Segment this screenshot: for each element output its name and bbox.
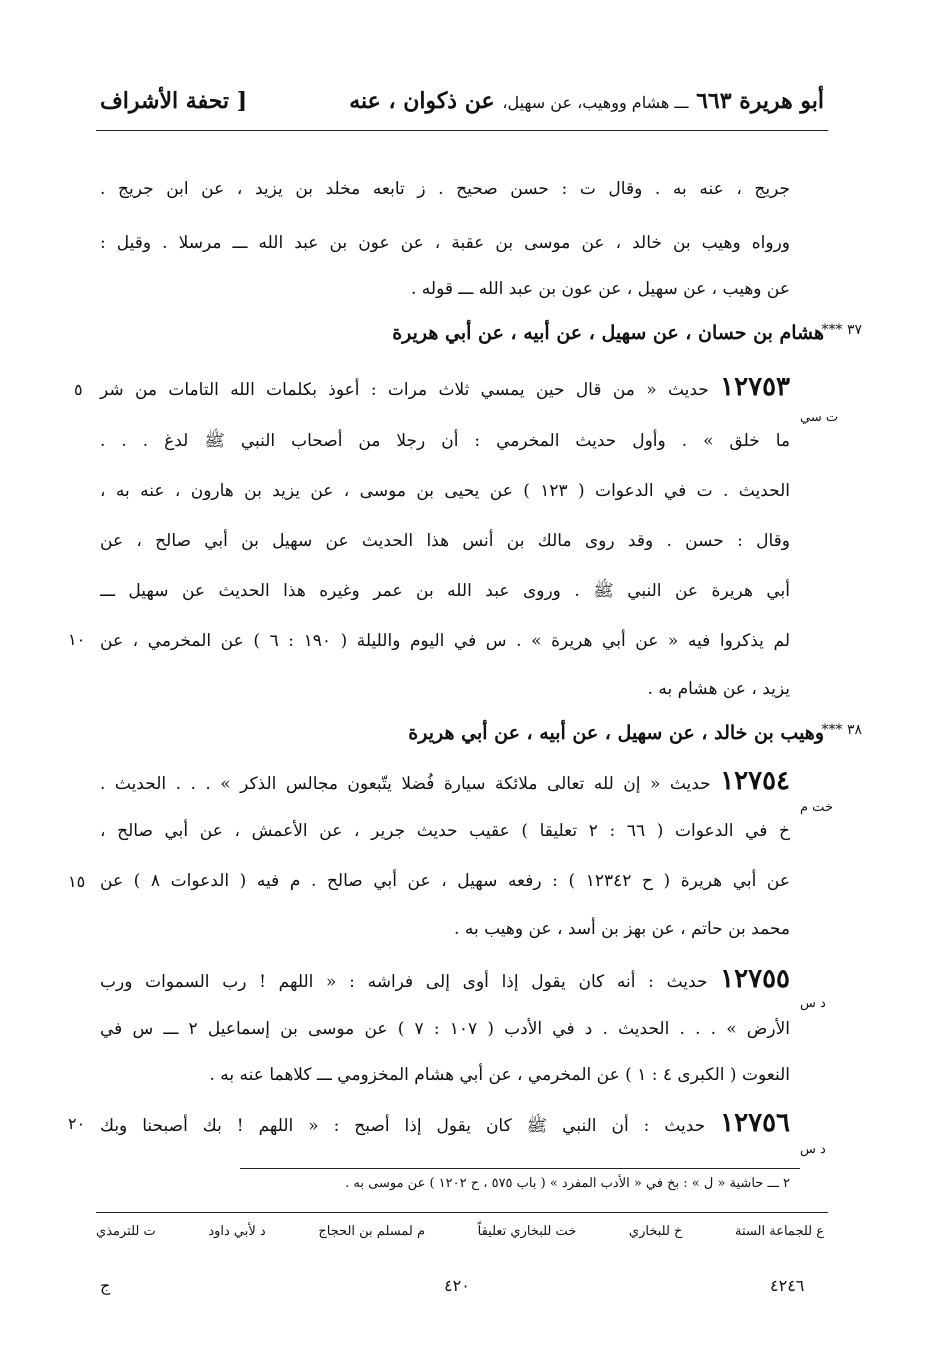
footnote: ٢ ـــ حاشية « ل » : بخ في « الأدب المفرد » ( باب ٥٧٥ ، ح ١٢٠٢ ) عن موسى به . (345, 1176, 790, 1191)
margin-line-number: ١٠ (68, 630, 86, 649)
margin-line-number: ١٥ (68, 872, 86, 891)
legend-item: م لمسلم بن الحجاج (318, 1224, 426, 1239)
legend-item: ت للترمذي (96, 1224, 156, 1239)
text-line: النعوت ( الكبرى ٤ : ١ ) عن المخرمي ، عن أبي هشام المخزومي ـــ كلاهما عنه به . (209, 1065, 790, 1085)
text-line: الحديث . ت في الدعوات ( ١٢٣ ) عن يحيى بن موسى ، عن يزيد بن هارون ، عنه به ، (100, 481, 790, 501)
text-line: يزيد ، عن هشام به . (647, 679, 790, 699)
legend-item: د لأبي داود (208, 1224, 266, 1239)
hadith-line (100, 764, 790, 798)
text-line: عن أبي هريرة ( ح ١٢٣٤٢ ) : رفعه سهيل ، عن أبي صالح . م فيه ( الدعوات ٨ ) عن (100, 871, 790, 891)
text-line: جريج ، عنه به . وقال ت : حسن صحيح . ز تابعه مخلد بن يزيد ، عن ابن جريج . (100, 179, 790, 199)
footnote-rule (240, 1168, 800, 1169)
serial-number: ٤٢٤٦ (770, 1276, 805, 1295)
hadith-number: ١٢٧٥٦ (720, 1108, 790, 1138)
section-number: ٣٧ *** (821, 322, 862, 338)
hadith-text: حديث : أنه كان يقول إذا أوى إلى فراشه : « اللهم ! رب السموات ورب (100, 972, 708, 992)
text-line: وقال : حسن . وقد روى مالك بن أنس هذا الحديث عن سهيل بن أبي صالح ، عن (100, 531, 790, 551)
text-line: لم يذكروا فيه « عن أبي هريرة » . س في اليوم والليلة ( ١٩٠ : ٦ ) عن المخرمي ، عن (100, 631, 790, 651)
text-line: محمد بن حاتم ، عن بهز بن أسد ، عن وهيب به . (454, 919, 790, 939)
sigla-label: ت سي (800, 410, 839, 425)
sigla-label: د س (800, 996, 826, 1011)
section-number: ٣٨ *** (821, 722, 862, 738)
header-title (349, 88, 824, 114)
header-rule (96, 130, 828, 131)
text-line: ما خلق » . وأول حديث المخرمي : أن رجلا من أصحاب النبي ﷺ لدغ . . . (100, 431, 790, 451)
hadith-text: حديث « إن لله تعالى ملائكة سيارة فُضلا يتّبعون مجالس الذكر » . . . الحديث . (100, 774, 711, 794)
sigla-label: خت م (800, 800, 833, 815)
hadith-text: حديث : أن النبي ﷺ كان يقول إذا أصبح : « اللهم ! بك أصبحنا وبك (100, 1116, 706, 1136)
section-heading: وهيب بن خالد ، عن سهيل ، عن أبيه ، عن أبي هريرة (408, 722, 824, 744)
hadith-number: ١٢٧٥٣ (720, 372, 790, 402)
hadith-line (100, 370, 790, 404)
legend-rule (96, 1212, 828, 1213)
text-line: عن وهيب ، عن سهيل ، عن عون بن عبد الله ـــ قوله . (410, 279, 790, 299)
header-title-small: ـــ هشام ووهيب، عن سهيل، (502, 93, 689, 112)
volume-code: ج (100, 1276, 111, 1295)
hadith-number: ١٢٧٥٤ (720, 766, 791, 796)
section-heading: هشام بن حسان ، عن سهيل ، عن أبيه ، عن أبي هريرة (392, 322, 824, 344)
text-line: أبي هريرة عن النبي ﷺ . وروى عبد الله بن عمر وغيره هذا الحديث عن سهيل ـــ (100, 581, 790, 601)
text-line: خ في الدعوات ( ٦٦ : ٢ تعليقا ) عقيب حديث جرير ، عن الأعمش ، عن أبي صالح ، (100, 821, 791, 841)
text-line: ورواه وهيب بن خالد ، عن موسى بن عقبة ، عن عون بن عبد الله ـــ مرسلا . وقيل : (100, 233, 790, 253)
book-title: [ تحفة الأشراف (100, 88, 248, 114)
running-header (100, 88, 824, 128)
legend-item: ع للجماعة الستة (735, 1224, 824, 1239)
page-number: ٤٢٠ (444, 1276, 470, 1295)
legend-item: خت للبخاري تعليقاً (477, 1224, 577, 1239)
header-title-main: أبو هريرة ٦٦٣ (696, 88, 824, 114)
legend-item: خ للبخاري (628, 1224, 683, 1239)
header-title-end: عن ذكوان ، عنه (349, 88, 495, 114)
hadith-line (100, 962, 790, 996)
margin-line-number: ٥ (74, 380, 83, 399)
margin-line-number: ٢٠ (68, 1114, 86, 1133)
hadith-number: ١٢٧٥٥ (720, 964, 790, 994)
hadith-line (100, 1106, 790, 1140)
sigla-label: د س (800, 1142, 826, 1157)
sigla-legend (96, 1224, 824, 1250)
text-line: الأرض » . . . الحديث . د في الأدب ( ١٠٧ : ٧ ) عن موسى بن إسماعيل ٢ ـــ س في (100, 1019, 790, 1039)
hadith-text: حديث « من قال حين يمسي ثلاث مرات : أعوذ بكلمات الله التامات من شر (100, 380, 709, 400)
